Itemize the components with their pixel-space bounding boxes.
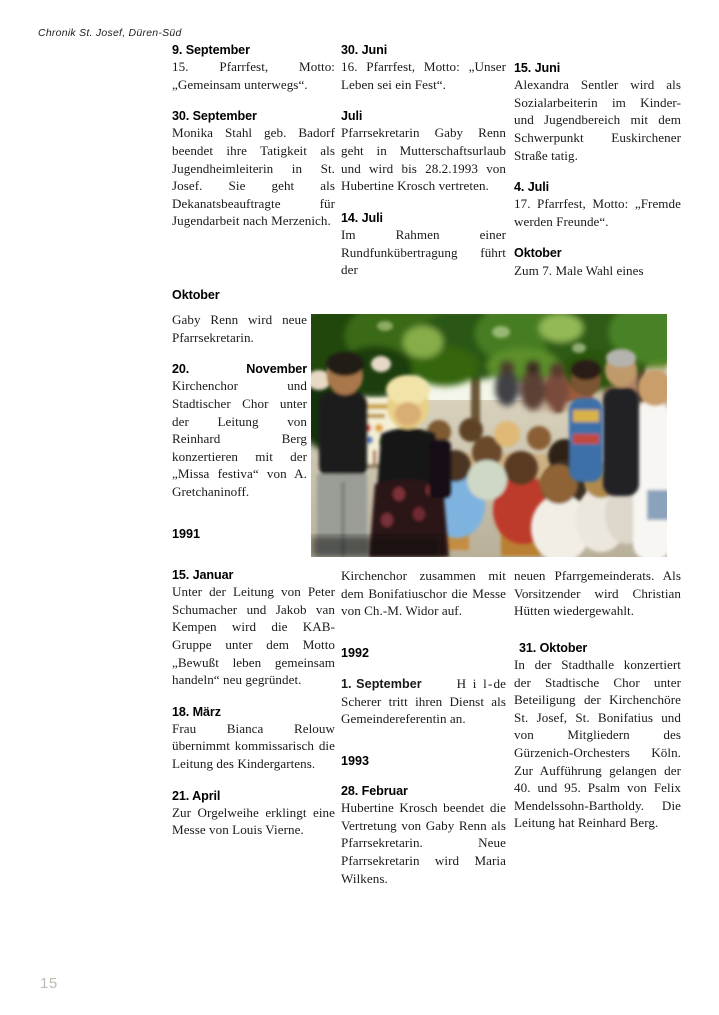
entry-body-30-september: Monika Stahl geb. Badorf beendet ihre Tatigkeit als Jugendheimleiterin in St. Josef. Sie geht als Dekanatsbeauftragte für Jugendarbeit nach Merzenich. (172, 125, 335, 229)
entry-body-14-juli-continuation: Kirchenchor zusammen mit dem Bonifatiuschor die Messe von Ch.-M. Widor auf. (341, 568, 506, 619)
spacer (341, 768, 506, 783)
entry-body-21-april: Zur Orgelweihe erklingt eine Messe von Louis Vierne. (172, 804, 335, 838)
column-1-top (172, 42, 335, 230)
entry-heading-14-juli: 14. Juli (341, 210, 383, 225)
column-2-bottom (341, 567, 506, 887)
entry-heading-9-september: 9. September (172, 43, 250, 57)
entry-body-1-september: de Scherer tritt ihren Dienst als Gemeindereferentin an. (341, 675, 506, 727)
entry-body-30-juni: 16. Pfarrfest, Motto: „Unser Leben sei ein Fest“. (341, 59, 506, 92)
entry-heading-18-maerz: 18. März (172, 704, 221, 719)
spacer (172, 773, 335, 788)
spacer (514, 164, 681, 179)
entry-spacer (422, 676, 457, 691)
entry-body-31-oktober: In der Stadthalle konzertiert der Stadtische Chor unter Beteiligung der Kirchenchöre St. Josef, St. Bonifatius und von Mitgliedern des Gürzenich-Orchesters Köln. Zur Aufführung gelangen der 40. und 95. Psalm von Felix Mendelssohn-Bartholdy. Die Leitung hat Reinhard Berg. (514, 656, 681, 831)
entry-heading-juli: Juli (341, 109, 363, 124)
entry-heading-30-september: 30. September (172, 109, 257, 124)
entry-heading-28-februar: 28. Februar (341, 783, 408, 798)
spacer (172, 303, 307, 311)
entry-body-18-maerz: Frau Bianca Relouw übernimmt kommissarisch die Leitung des Kindergartens. (172, 720, 335, 772)
entry-inline-hilde: H i l- (456, 675, 494, 691)
entry-heading-20-november: 20. November (172, 362, 307, 377)
column-1-middle (172, 287, 307, 541)
entry-body-oktober-continuation: neuen Pfarrgemeinderats. Als Vorsitzender wird Christian Hütten wiedergewahlt. (514, 568, 681, 619)
entry-body-9-september: 15. Pfarrfest, Motto: „Gemeinsam unterwegs“. (172, 59, 335, 92)
spacer (341, 93, 506, 108)
entry-body-oktober-col3: Zum 7. Male Wahl eines (514, 262, 644, 278)
entry-heading-21-april: 21. April (172, 788, 221, 803)
parish-festival-photo (311, 314, 667, 557)
entry-heading-15-januar: 15. Januar (172, 568, 234, 582)
spacer (172, 93, 335, 108)
spacer (514, 230, 681, 245)
entry-heading-31-oktober: 31. Oktober (519, 640, 588, 655)
parish-festival-photo-graphic (311, 314, 667, 557)
spacer (172, 501, 307, 527)
column-3-top (514, 60, 681, 279)
entry-heading-oktober: Oktober (172, 288, 220, 302)
entry-heading-15-juni: 15. Juni (514, 61, 561, 75)
running-head: Chronik St. Josef, Düren-Süd (38, 27, 182, 39)
entry-heading-1-september: 1. September (341, 676, 422, 691)
year-heading-1992: 1992 (341, 645, 370, 660)
spacer (341, 195, 506, 210)
entry-heading-30-juni: 30. Juni (341, 43, 388, 57)
page-number: 15 (40, 975, 58, 992)
column-3-bottom (514, 567, 681, 832)
column-2-top (341, 42, 506, 279)
entry-body-20-november: Kirchenchor und Stadtischer Chor unter der Leitung von Reinhard Berg konzertieren mit der „Missa festiva“ von A. Gretchaninoff. (172, 378, 307, 500)
entry-heading-4-juli: 4. Juli (514, 180, 549, 195)
spacer (341, 660, 506, 675)
entry-1-september (341, 675, 506, 728)
entry-body-28-februar: Hubertine Krosch beendet die Vertretung von Gaby Renn als Pfarrsekretarin. Neue Pfarrsekretarin wird Maria Wilkens. (341, 800, 506, 886)
column-1-bottom (172, 567, 335, 839)
year-heading-1991: 1991 (172, 526, 201, 541)
entry-body-oktober: Gaby Renn wird neue Pfarrsekretarin. (172, 312, 307, 345)
entry-body-juli: Pfarrsekretarin Gaby Renn geht in Mutterschaftsurlaub und wird bis 28.2.1993 von Hubertine Krosch vertreten. (341, 125, 506, 194)
entry-body-15-juni: Alexandra Sentler wird als Sozialarbeiterin im Kinder- und Jugendbereich mit dem Schwerpunkt Euskirchener Straße tatig. (514, 77, 681, 163)
spacer (514, 620, 681, 640)
entry-body-15-januar: Unter der Leitung von Peter Schumacher und Jakob van Kempen wird die KAB-Gruppe unter dem Motto „Bewußt leben gemeinsam handeln“ neu gegründet. (172, 584, 335, 688)
entry-heading-oktober-col3: Oktober (514, 246, 562, 261)
spacer (172, 346, 307, 361)
entry-body-14-juli: Im Rahmen einer Rundfunkübertragung führt der (341, 226, 506, 278)
year-heading-1993: 1993 (341, 753, 370, 768)
spacer (341, 728, 506, 754)
spacer (341, 620, 506, 646)
entry-body-4-juli: 17. Pfarrfest, Motto: „Fremde werden Freunde“. (514, 196, 681, 229)
spacer (172, 689, 335, 704)
